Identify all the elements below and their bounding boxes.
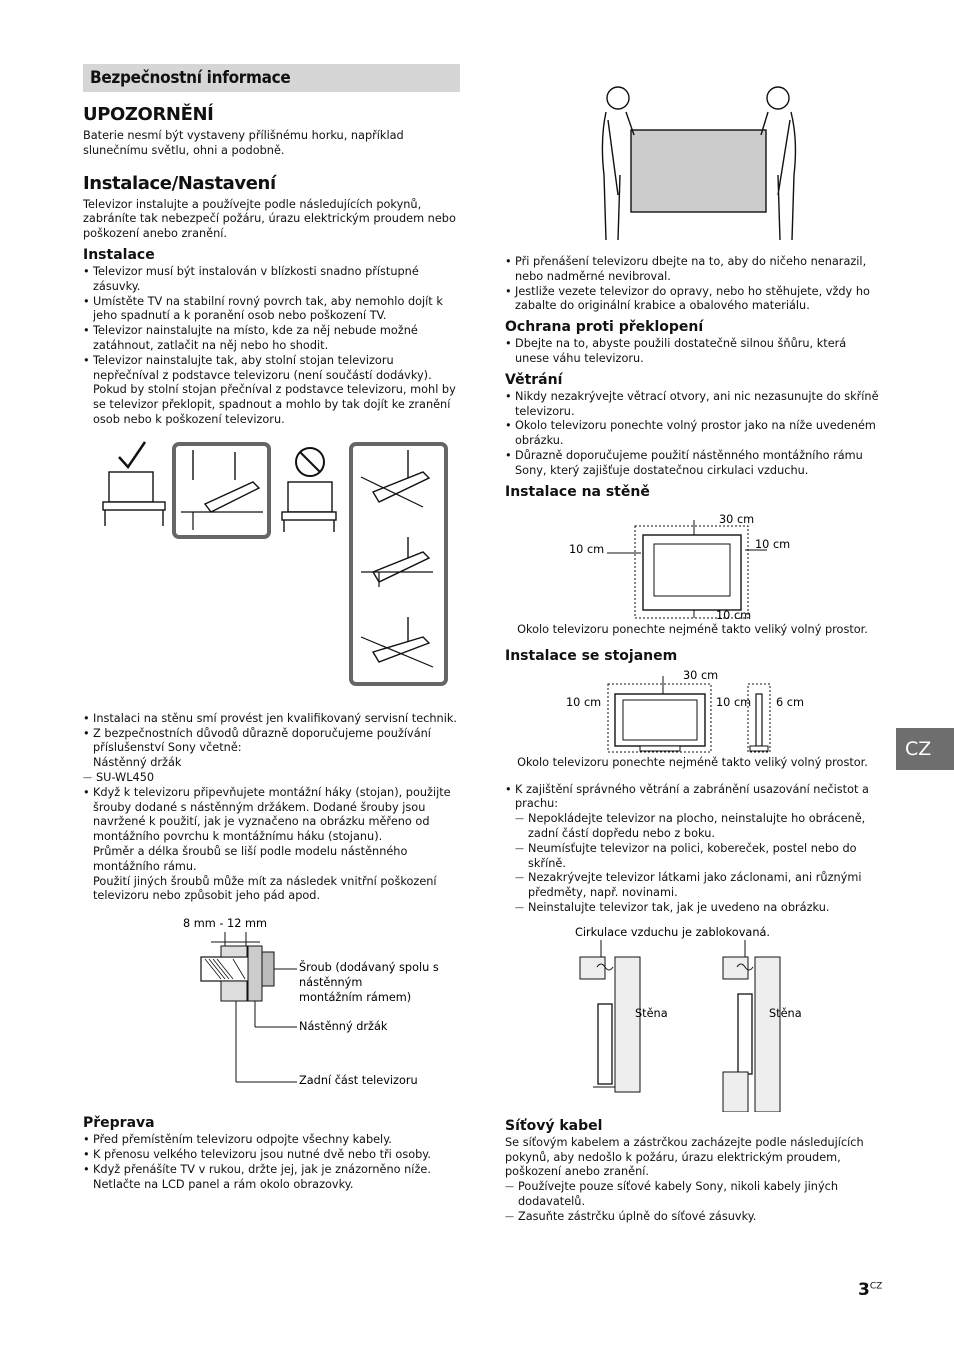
- list-item: Použití jiných šroubů může mít za následek vnitřní poškození televizoru nebo způsobit jeho pád apod.: [93, 874, 437, 903]
- sitovy-heading: Síťový kabel: [505, 1117, 603, 1134]
- list-item: Průměr a délka šroubů se liší podle modelu nástěnného montážního rámu.: [93, 844, 408, 873]
- page-number-value: 3: [858, 1280, 870, 1300]
- blocked-airflow-diagram: [505, 922, 880, 1112]
- stand-placement-illustration: [83, 432, 460, 702]
- right-column: [505, 255, 880, 1225]
- list-item: • Okolo televizoru ponechte volný prostor jako na níže uvedeném obrázku.: [505, 419, 880, 449]
- list-item: • Jestliže vezete televizor do opravy, nebo ho stěhujete, vždy ho zabalte do originální krabice a obalového materiálu.: [505, 285, 880, 315]
- wall-label-1: Stěna: [635, 1006, 668, 1020]
- list-item: • K přenosu velkého televizoru jsou nutné dvě nebo tři osoby.: [83, 1148, 460, 1163]
- airflow-sub-list: [505, 812, 880, 916]
- stand-install-heading: Instalace se stojanem: [505, 647, 678, 664]
- stand-right-label: 10 cm: [716, 695, 752, 709]
- list-item: — Používejte pouze síťové kabely Sony, nikoli kabely jiných dodavatelů.: [505, 1180, 880, 1210]
- check-icon: [119, 442, 145, 467]
- stand-top-label: 30 cm: [683, 668, 719, 682]
- list-item: — Nepokládejte televizor na plocho, neinstalujte ho obráceně, zadní částí dopředu nebo z boku.: [505, 812, 880, 842]
- list-item: • Když přenášíte TV v rukou, držte jej, jak je znázorněno níže. Netlačte na LCD panel a rám okolo obrazovky.: [83, 1163, 460, 1193]
- stand-install-caption: Okolo televizoru ponechte nejméně takto veliký volný prostor.: [517, 755, 868, 769]
- list-item: • Z bezpečnostních důvodů důrazně doporučujeme používání příslušenství Sony včetně:: [83, 727, 460, 757]
- screw-diagram: [83, 914, 460, 1109]
- wall-install-list: [83, 712, 460, 904]
- instalace-heading: Instalace: [83, 246, 155, 263]
- carry-list: [505, 255, 880, 314]
- wall-scenario-2: [723, 957, 780, 1112]
- vetrani-list: [505, 390, 880, 479]
- sitovy-list: [505, 1180, 880, 1224]
- list-item: • Nikdy nezakrývejte větrací otvory, ani nic nezasunujte do skříně televizoru.: [505, 390, 880, 420]
- top-clearance-label: 30 cm: [719, 512, 755, 526]
- screw-icon: [201, 946, 274, 1001]
- list-item: • Umístěte TV na stabilní rovný povrch tak, aby nemohlo dojít k jeho spadnutí a k poranění osob nebo poškození TV.: [83, 295, 460, 325]
- wall-clearance-diagram: [505, 502, 880, 620]
- list-item: • Televizor nainstalujte na místo, kde za něj nebude možné zatáhnout, zatlačit na něj nebo ho shodit.: [83, 324, 460, 354]
- screw-label-3: montážním rámem): [299, 991, 412, 1005]
- vetrani-heading: Větrání: [505, 371, 563, 388]
- blocked-airflow-label: Cirkulace vzduchu je zablokovaná.: [575, 925, 770, 939]
- section-banner: Bezpečnostní informace: [83, 64, 460, 92]
- instalace-list: [83, 265, 460, 428]
- page-number-suffix: CZ: [869, 1281, 883, 1292]
- list-item: • Při přenášení televizoru dbejte na to, aby do ničeho nenarazil, nebo nadměrné nevibroval.: [505, 255, 880, 285]
- right-clearance-label: 10 cm: [755, 537, 791, 551]
- list-item: • Televizor nainstalujte tak, aby stolní stojan televizoru nepřečníval z podstavce televizoru (není součástí dodávky). Pokud by stolní stojan přečníval z podstavce televizoru, mohl by se televizor překlopit, spadnout a mohlo by tak dojít ke zranění osob nebo k poškození televizoru.: [83, 354, 460, 428]
- airflow-list: [505, 783, 880, 813]
- zoom-detail-ok: [174, 444, 269, 537]
- wall-scenario-1: [580, 957, 640, 1092]
- screw-label: Šroub (dodávaný spolu s: [299, 961, 439, 975]
- list-item: — Zasuňte zástrčku úplně do síťové zásuvky.: [505, 1210, 880, 1225]
- list-item: • Televizor musí být instalován v blízkosti snadno přístupné zásuvky.: [83, 265, 460, 295]
- stand-left-label: 10 cm: [566, 695, 602, 709]
- tv-rear-label: Zadní část televizoru: [299, 1074, 418, 1088]
- screw-dimension-label: 8 mm - 12 mm: [183, 917, 268, 931]
- sitovy-text: Se síťovým kabelem a zástrčkou zacházejte podle následujících pokynů, aby nedošlo k požáru, úrazu elektrickým proudem, poškození anebo zranění.: [505, 1135, 864, 1179]
- zoom-detail-bad: [351, 444, 446, 684]
- instalace-nastaveni-text: Televizor instalujte a používejte podle následujících pokynů, zabráníte tak nebezpečí požáru, úrazu elektrickým proudem nebo poškození anebo zranění.: [83, 197, 456, 241]
- list-item: — Nezakrývejte televizor látkami jako záclonami, ani různými předměty, např. novinami.: [505, 871, 880, 901]
- list-item: • Instalaci na stěnu smí provést jen kvalifikovaný servisní technik.: [83, 712, 460, 727]
- list-item: • Když k televizoru připevňujete montážní háky (stojan), použijte šrouby dodané s nástěnným držákem. Dodané šrouby jsou navržené k použití, jak je vyznačeno na obrázku měřeno od montážního povrchu k montážnímu háku (stojanu).: [83, 786, 460, 845]
- carrying-tv-illustration: [596, 80, 806, 245]
- list-item: • Před přemístěním televizoru odpojte všechny kabely.: [83, 1133, 460, 1148]
- stand-side-label: 6 cm: [776, 695, 804, 709]
- list-item: • K zajištění správného větrání a zabránění usazování nečistot a prachu:: [505, 783, 880, 813]
- tv-on-bench-ok: [103, 472, 165, 526]
- wall-install-caption: Okolo televizoru ponechte nejméně takto veliký volný prostor.: [517, 622, 868, 636]
- list-item: — Neinstalujte televizor tak, jak je uvedeno na obrázku.: [505, 901, 880, 916]
- list-item: — Neumísťujte televizor na polici, kobereček, postel nebo do skříně.: [505, 842, 880, 872]
- ochrana-heading: Ochrana proti překlopení: [505, 319, 704, 336]
- left-column: [83, 64, 460, 1192]
- screw-label-2: nástěnným: [299, 976, 363, 990]
- language-tab: CZ: [896, 728, 954, 770]
- wall-install-heading: Instalace na stěně: [505, 483, 650, 500]
- left-clearance-label: 10 cm: [569, 542, 605, 556]
- stand-clearance-diagram: [505, 666, 880, 754]
- instalace-nastaveni-heading: Instalace/Nastavení: [83, 172, 276, 194]
- preprava-heading: Přeprava: [83, 1115, 155, 1132]
- bottom-clearance-label: 10 cm: [716, 608, 752, 620]
- list-item: • Dbejte na to, abyste použili dostatečně silnou šňůru, která unese váhu televizoru.: [505, 337, 880, 367]
- wall-label-2: Stěna: [769, 1006, 802, 1020]
- wall-bracket-label: Nástěnný držák: [299, 1020, 388, 1034]
- list-item: — SU-WL450: [83, 771, 460, 786]
- list-item: • Důrazně doporučujeme použití nástěnného montážního rámu Sony, který zajišťuje dostatečnou cirkulaci vzduchu.: [505, 449, 880, 479]
- page-number: [858, 1280, 882, 1300]
- list-item: Nástěnný držák: [93, 756, 182, 770]
- tv-on-bench-bad: [282, 482, 336, 532]
- prohibited-icon: [296, 448, 324, 476]
- ochrana-list: [505, 337, 880, 367]
- upozorneni-text: Baterie nesmí být vystaveny přílišnému horku, například slunečnímu světlu, ohni a podobně.: [83, 129, 404, 157]
- preprava-list: [83, 1133, 460, 1192]
- upozorneni-heading: UPOZORNĚNÍ: [83, 104, 214, 125]
